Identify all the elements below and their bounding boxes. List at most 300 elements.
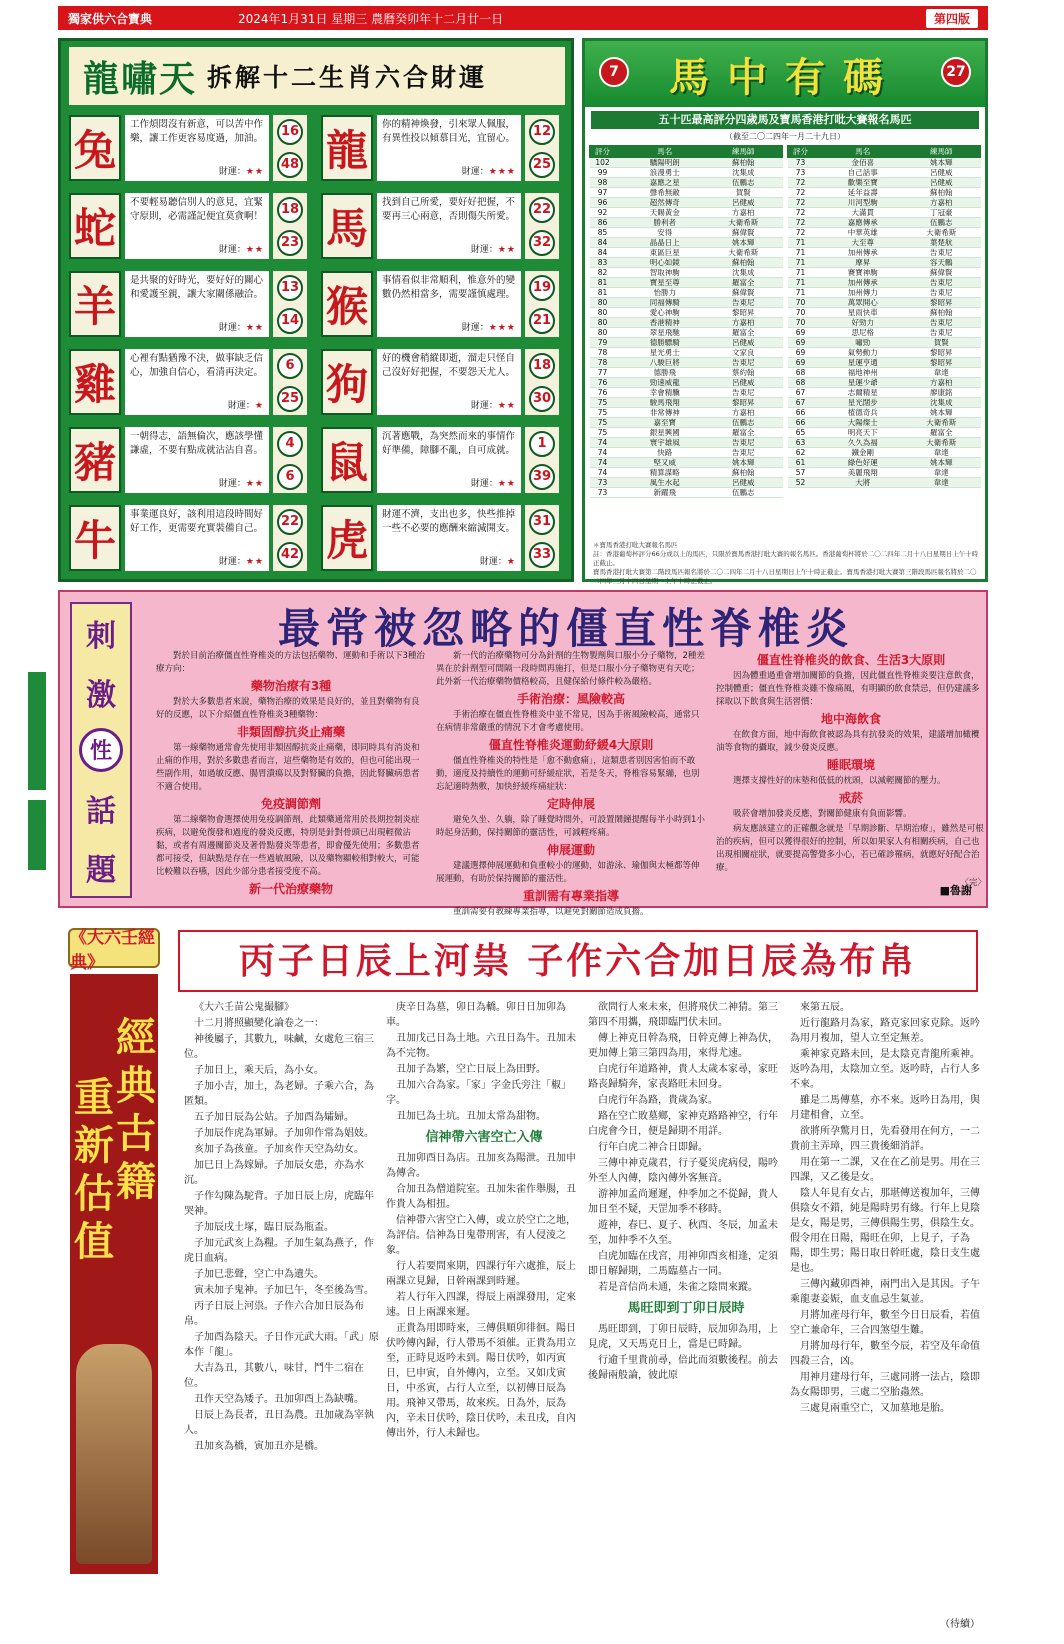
table-cell: 姚本輝 [704,458,783,468]
zodiac-cell [317,267,565,341]
lucky-number: 42 [277,542,303,568]
classic-column-4 [790,1000,986,1417]
zodiac-fortune-box [125,271,269,337]
paragraph: 第一線藥物通常會先使用非類固醇抗炎止痛藥，即同時具有消炎和止痛的作用，對於多數患者而言，這些藥物是有效的，但也可能出現一些副作用，如過敏反應、腸胃潰瘍以及對腎臟的負擔，因此腎臟病患者不適合使用。 [156,743,420,792]
zodiac-cell [65,345,313,419]
table-row [788,428,981,438]
table-cell [814,328,824,338]
section-heading: 重訓需有專業指導 [522,889,619,903]
table-cell: 賽寶神駒 [824,268,903,278]
table-cell: 駿馬飛翔 [626,398,705,408]
table-cell: 68 [788,368,814,378]
paragraph: 白虎行年為路，貴歲為家。 [598,1095,718,1106]
table-cell: 71 [788,268,814,278]
lucky-numbers [273,115,307,181]
table-cell [814,218,824,228]
table-cell: 植德奇兵 [824,408,903,418]
topic-tag [70,602,132,898]
table-row [590,368,783,378]
horse-notes [593,541,979,586]
table-cell: 萬眾開心 [824,298,903,308]
table-cell: 97 [590,188,616,198]
table-cell: 63 [788,438,814,448]
table-cell [814,278,824,288]
table-cell [814,288,824,298]
zodiac-text: 找到自己所愛，要好好把握，不要再三心兩意，否則傷失所愛。 [382,197,516,222]
table-cell: 加州傳承 [824,278,903,288]
lucky-number: 4 [277,431,303,457]
table-row [590,198,783,208]
table-row [590,348,783,358]
table-cell: 八駿巨將 [626,358,705,368]
section-heading: 地中海飲食 [820,712,881,726]
lucky-number: 16 [277,119,303,145]
fortune-label: 財運： [227,401,255,411]
horse-note: 註：香港葡萄杯評分66分或以上的馬匹，只限於寶馬香港打吡大賽的報名馬匹。香港葡萄杯將於二〇二四年二月十八日星期日上午十時正截止。 [593,550,979,567]
zodiac-sign: 羊 [69,271,121,337]
table-cell: 告東尼 [704,358,783,368]
table-cell [616,188,626,198]
tag-char: 激 [86,677,116,713]
table-cell: 伍鵬志 [704,488,783,498]
paragraph: 白虎加臨在戌宮，用神卯酉亥相逢，定須即日解歸期，二馬臨墓占一同。 [588,1251,778,1277]
table-cell: 好勁力 [824,318,903,328]
table-cell: 文家良 [704,348,783,358]
paragraph: 建議選擇伸展運動和負重較小的運動，如游泳、瑜伽與太極都等伸展運動，有助於保持關節的靈活性。 [436,861,700,884]
paragraph: 子加小吉，加土，為老婦。子乘六合，為匿類。 [184,1081,374,1107]
paragraph: 丑加六合為家。「家」字金氏旁注「椒」字。 [386,1080,571,1106]
section-heading: 馬旺即到丁卯日辰時 [627,1301,745,1316]
paragraph: 僵直性脊椎炎的特性是「愈不動愈痛」，這類患者別因害怕而不敢動，適度及持續性的運動可紓緩症狀，若是冬天，脊椎容易緊繃，也別忘記適時熱敷，加快紓緩疼痛症狀： [436,756,700,792]
table-cell: 告東尼 [704,388,783,398]
table-row [590,158,783,168]
paragraph: 行人若要問來期，四課行年六處推，辰上兩課立見歸，日幹兩課到時遲。 [386,1261,576,1287]
table-row [788,358,981,368]
table-cell: 幸會精驥 [626,388,705,398]
zodiac-text: 財運不濟，支出也多，快些推掉一些不必要的應酬來縮減開支。 [382,509,516,534]
table-cell [616,208,626,218]
table-cell: 寶星至尊 [626,278,705,288]
table-cell: 羅富全 [902,428,981,438]
paragraph: 丙子日辰上河祟。子作六合加日辰為布帛。 [184,1301,364,1327]
table-cell: 78 [590,348,616,358]
zodiac-sign: 牛 [69,505,121,571]
paragraph: 乘神家克路未回，是太陰克青龍所乘神。返吟為用，太陰加立至。返吟時，占行人多不來。 [790,1049,980,1090]
table-cell [616,478,626,488]
table-cell: 67 [788,398,814,408]
table-cell: 星運少爺 [824,378,903,388]
paragraph: 病友應該建立的正確觀念就是「早期診斷、早期治療」，雖然是可根治的疾病，但可以獲得很好的控制，所以如果家人有相關疾病，自己也出現相關症狀，就要提高警覺多小心，若已確診罹病，就應好好配合治療。 [716,824,984,873]
lucky-number: 18 [529,353,555,379]
paragraph: 欲將所孕驚月日，先看發用在何方，一二貴前主弄璋，四三貴後細消詳。 [790,1126,980,1152]
table-cell [814,158,824,168]
table-cell: 黎昭昇 [902,348,981,358]
paragraph: 避免久坐、久躺，除了睡覺時間外，可設置鬧鐘提醒每半小時到1小時起身活動，保持關節的靈活性，可減輕疼痛。 [436,815,705,838]
table-cell: 加州傳力 [824,288,903,298]
table-cell: 75 [590,418,616,428]
classic-article [58,924,988,1636]
table-cell: 怡勝力 [626,288,705,298]
table-cell [814,268,824,278]
table-cell: 72 [788,208,814,218]
lucky-number: 25 [529,152,555,178]
lucky-number: 21 [529,308,555,334]
article-headline: 最常被忽略的僵直性脊椎炎 [277,604,854,653]
zodiac-fortune-box [377,193,521,259]
table-cell: 韋達 [902,368,981,378]
table-cell [814,318,824,328]
table-cell: 75 [590,408,616,418]
paragraph: 來第五辰。 [800,1002,850,1013]
paragraph: 丑加戊己日為土地。六丑日為牛。丑加未為不完物。 [386,1033,576,1059]
lucky-number: 13 [277,275,303,301]
table-cell: 韋達 [902,448,981,458]
lucky-numbers [525,427,559,493]
table-cell: 75 [590,398,616,408]
table-cell: 姚本輝 [902,408,981,418]
portrait-figure [76,1344,152,1564]
table-row [590,288,783,298]
table-cell: 勁速威龍 [626,378,705,388]
zodiac-sign: 猴 [321,271,373,337]
table-cell: 72 [788,218,814,228]
table-cell [616,168,626,178]
table-cell: 非常傳神 [626,408,705,418]
lucky-numbers [273,349,307,415]
fortune-rating [462,321,516,335]
sidebar-vertical-text: 經典古籍 [116,1014,156,1205]
edition-badge: 第四版 [926,9,978,28]
table-cell: 80 [590,298,616,308]
section-heading: 睡眠環境 [826,758,875,772]
zodiac-text: 沉著應戰，為突然而來的事情作好準備，障腳不亂，自可成就。 [382,431,516,456]
table-row [788,398,981,408]
paragraph: 寅未加子鬼神。子加巳午，冬至後為雪。 [194,1285,374,1296]
table-cell: 73 [590,478,616,488]
table-cell: 晶晶日上 [626,238,705,248]
table-cell: 66 [788,408,814,418]
table-header-row [590,146,783,158]
horse-title: 馬中有碼 [669,53,901,101]
end-mark: 〈完〉 [960,878,986,888]
spine-article [58,590,988,917]
lucky-number: 6 [277,464,303,490]
table-cell [814,298,824,308]
table-cell [814,458,824,468]
table-cell: 蘇偉賢 [704,228,783,238]
paragraph: 白虎行年道路神，貴人太歲本家尋，家旺路丧歸騎奔，家丧路旺未回身。 [588,1064,778,1090]
paragraph: 用神月建母行年，三處同將一法占，陰即為女陽即男，三處二空胎蟲然。 [790,1372,980,1398]
table-row [590,298,783,308]
zodiac-cell [317,111,565,185]
table-cell: 大衛希斯 [704,248,783,258]
paragraph: 合加丑為僧道院室。丑加朱雀作舉腸，丑作貴人為相扭。 [386,1184,576,1210]
table-cell: 77 [590,368,616,378]
table-cell: 德勝飛 [626,368,705,378]
table-row [590,428,783,438]
star-rating-icon: ★★ [497,479,516,489]
table-cell [616,318,626,328]
table-cell: 沈集成 [704,168,783,178]
table-cell: 61 [788,458,814,468]
paragraph: 三處見兩重空亡，又加墓地是胎。 [800,1403,950,1414]
lucky-number: 12 [529,119,555,145]
paragraph: 《大六壬苗公鬼撮腳》 [194,1002,294,1013]
table-row [788,378,981,388]
table-cell: 72 [788,198,814,208]
zodiac-fortune-panel [58,38,574,582]
table-row [788,418,981,428]
table-cell [616,198,626,208]
table-cell: 告東尼 [902,288,981,298]
zodiac-cell [317,189,565,263]
horse-note: 寶馬香港打吡大賽第二階段馬匹報名將於二〇二四年二月十八日星期日上午十時正截止。寶馬香港打吡大賽第三階段馬匹報名將於二〇二四年三月十四日星期一上午十時正截止。 [593,568,977,585]
zodiac-text: 事情看似非常順利，惟意外的變數仍然相當多，需要謹慎處理。 [382,275,516,300]
table-cell: 翠星飛馳 [626,328,705,338]
table-cell: 超然傳奇 [626,198,705,208]
star-rating-icon: ★★ [245,479,264,489]
classic-column-1 [184,1000,380,1455]
paragraph: 近行龍路月為家，路克家回家克除。返吟為用月複加，望人立至定無差。 [790,1018,980,1044]
table-cell: 明亮天下 [824,428,903,438]
paragraph: 子加辰作虎為軍婦。子加卯作常為娼妓。 [194,1128,374,1139]
lucky-numbers [525,271,559,337]
paragraph: 神後屬子，其數九，味鹹，女處危三宿三位。 [184,1034,374,1060]
table-row [788,178,981,188]
table-cell: 70 [788,298,814,308]
table-cell: 73 [788,168,814,178]
star-rating-icon: ★★ [245,167,264,177]
lucky-number: 14 [277,308,303,334]
zodiac-fortune-box [377,115,521,181]
table-cell: 呂健威 [704,198,783,208]
table-row [788,208,981,218]
lucky-numbers [525,193,559,259]
paragraph: 子加酉為陰天。子日作元武大雨。「武」原本作「龍」。 [184,1332,379,1358]
column-header: 馬名 [824,146,903,158]
table-cell [814,238,824,248]
table-cell: 86 [590,218,616,228]
table-row [590,238,783,248]
table-cell: 黎昭昇 [704,398,783,408]
paragraph: 用在第一二課，又在在乙前是男。用在三四課，又乙後是女。 [790,1157,980,1183]
table-row [788,478,981,488]
zodiac-fortune-box [377,349,521,415]
lucky-number: 22 [277,509,303,535]
star-rating-icon: ★ [254,401,264,411]
table-cell: 80 [590,318,616,328]
table-cell: 蘇偉賢 [902,268,981,278]
paragraph: 欲問行人來未來，但將飛伏二神猜。第三第四不用攜，飛即臨門伏未回。 [588,1002,778,1028]
table-row [590,208,783,218]
table-row [788,318,981,328]
table-row [788,438,981,448]
horse-note: ＊寶馬香港打吡大賽報名馬匹 [593,541,678,549]
table-cell: 香港精神 [626,318,705,328]
to-be-continued: （待續） [940,1619,980,1630]
table-cell: 82 [590,268,616,278]
fortune-label: 財運： [218,479,246,489]
paragraph: 子加日上，乘天后，為小女。 [194,1065,324,1076]
table-cell: 黎昭昇 [902,298,981,308]
star-rating-icon: ★★ [245,323,264,333]
lucky-number: 31 [529,509,555,535]
paragraph: 子作勾陳為駝背。子加日辰上房，虎臨年哭神。 [184,1191,374,1217]
table-cell [814,228,824,238]
paragraph: 陰人年見有女占，那堪傳送複加年，三傳俱陰女不錯，純是陽時男有緣。行年上見陰是女，陽是男，三傳俱陽生男，俱陰生女。假令用在日陽，陽旺在卯，上見子，子為陽，即生男；陽日取日幹旺處，陰日支生處是也。 [790,1188,980,1274]
table-cell: 方嘉柏 [902,378,981,388]
table-cell: 蘇柏翰 [704,158,783,168]
table-row [788,268,981,278]
table-cell: 氣勢動力 [824,348,903,358]
paragraph: 選擇支撐性好的床墊和低低的枕頭，以減輕關節的壓力。 [733,776,946,786]
lucky-number: 22 [529,197,555,223]
table-cell: 美麗飛翔 [824,468,903,478]
table-row [590,398,783,408]
paragraph: 庚辛日為墓，卯日為轎。卯日日加卯為車。 [386,1002,566,1028]
table-cell [616,308,626,318]
table-cell: 伍鵬志 [704,178,783,188]
table-cell: 新躍飛 [626,488,705,498]
table-cell [616,178,626,188]
zodiac-fortune-box [125,193,269,259]
table-cell: 銀星興國 [626,428,705,438]
table-cell: 76 [590,378,616,388]
table-row [788,168,981,178]
lucky-number: 48 [277,152,303,178]
table-cell [616,408,626,418]
table-cell: 加州傳承 [824,248,903,258]
zodiac-sign: 狗 [321,349,373,415]
column-header: 評分 [788,146,814,158]
table-cell: 69 [788,358,814,368]
paragraph: 月將加產母行年，數至今日日辰看，若值空亡兼命年，三合四煞望生難。 [790,1310,980,1336]
table-cell: 黎昭昇 [902,358,981,368]
table-cell: 快路 [626,448,705,458]
table-row [788,288,981,298]
column-header: 馬名 [626,146,705,158]
table-row [590,418,783,428]
fortune-label: 財運： [470,479,498,489]
tag-char: 刺 [86,619,116,655]
table-cell: 葉楚航 [902,238,981,248]
table-row [788,258,981,268]
fortune-label: 財運： [461,323,489,333]
table-cell [814,408,824,418]
table-cell: 精算謀略 [626,468,705,478]
table-cell: 72 [788,178,814,188]
zodiac-text: 心裡有點猶豫不決，做事缺乏信心，加強自信心，看清再決定。 [130,353,264,378]
star-rating-icon: ★ [506,557,516,567]
lucky-number: 32 [529,230,555,256]
sidebar-vertical-text: 重新估值 [74,1074,114,1265]
table-cell: 70 [788,308,814,318]
horse-table-left [589,145,783,498]
zodiac-cell [317,501,565,575]
table-cell: 66 [788,418,814,428]
table-row [590,448,783,458]
table-cell: 中華英雄 [824,228,903,238]
table-cell: 告東尼 [704,298,783,308]
table-cell: 71 [788,258,814,268]
paragraph: 行年白虎二神合日即歸。 [598,1142,708,1153]
fortune-rating [219,243,264,257]
table-cell: 71 [788,288,814,298]
paragraph: 丑加卯酉日為店。丑加亥為陽泄。丑加申為傳舍。 [386,1153,576,1179]
section-heading: 免疫調節劑 [260,797,321,811]
lucky-number: 25 [277,386,303,412]
table-row [590,318,783,328]
section-heading: 手術治療：風險較高 [516,692,625,706]
tag-char: 話 [86,794,116,830]
table-cell: 大滿貫 [824,208,903,218]
table-cell: 蘇柏翰 [704,258,783,268]
table-cell: 71 [788,278,814,288]
table-cell: 76 [590,388,616,398]
table-row [590,338,783,348]
paragraph: 對於目前治療僵直性脊椎炎的方法包括藥物、運動和手術以下3種治療方向： [156,651,425,674]
fortune-label: 財運： [461,167,489,177]
fortune-rating [219,477,264,491]
zodiac-fortune-box [125,349,269,415]
table-cell: 風生水起 [626,478,705,488]
table-cell: 大至尊 [824,238,903,248]
table-row [788,278,981,288]
table-cell: 71 [788,238,814,248]
table-cell [616,298,626,308]
table-cell: 嘉應之星 [626,178,705,188]
paragraph: 丑加亥為橋，寅加丑亦是橋。 [194,1441,324,1452]
paragraph: 丑作天空為矮子。丑加卯酉上為缺嘴。 [194,1394,364,1405]
table-cell: 73 [788,158,814,168]
table-cell: 浪漫勇士 [626,168,705,178]
table-cell: 福地神州 [824,368,903,378]
table-row [590,228,783,238]
table-cell [814,168,824,178]
lucky-number: 19 [529,275,555,301]
table-cell: 57 [788,468,814,478]
table-cell: 姚本輝 [902,458,981,468]
table-cell [814,428,824,438]
table-cell: 摩昇 [824,258,903,268]
zodiac-sign: 雞 [69,349,121,415]
paragraph: 五子加日辰為公姑。子加酉為孀婦。 [194,1112,354,1123]
table-cell: 大陽燦士 [824,418,903,428]
horse-table-right [787,145,981,488]
table-cell: 呂健威 [902,178,981,188]
section-heading: 信神帶六害空亡入傳 [425,1130,543,1145]
fortune-label: 財運： [470,245,498,255]
paragraph: 雖是二馬傳墓，亦不來。返吟日為用，與月建相會，立至。 [790,1095,980,1121]
table-cell [814,308,824,318]
fortune-label: 財運： [218,245,246,255]
table-cell [616,428,626,438]
section-heading: 非類固醇抗炎止痛藥 [236,725,345,739]
table-cell: 明心如鏡 [626,258,705,268]
lucky-number: 6 [277,353,303,379]
paragraph: 子加元武亥上為糧。子加生氣為燕子，作虎日血病。 [184,1238,374,1264]
table-cell [616,338,626,348]
table-cell: 綠色好運 [824,458,903,468]
table-cell: 80 [590,308,616,318]
table-cell: 79 [590,338,616,348]
fortune-rating [219,321,264,335]
table-cell: 92 [590,208,616,218]
zodiac-title-sub: 拆解十二生肖六合財運 [207,63,488,92]
ball-right: 27 [941,57,971,87]
lucky-number: 23 [277,230,303,256]
column-header: 評分 [590,146,616,158]
